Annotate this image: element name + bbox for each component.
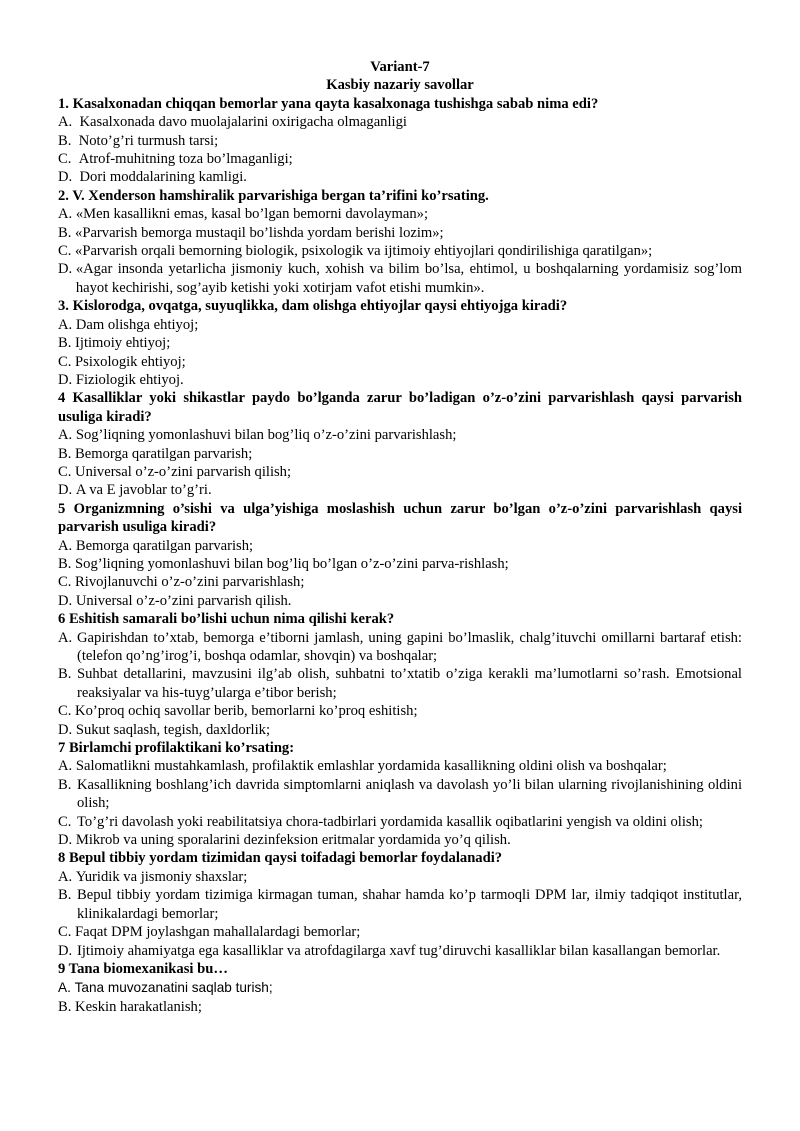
answer-option bbox=[58, 205, 742, 223]
option-text: Bemorga qaratilgan parvarish; bbox=[75, 537, 254, 554]
answer-option bbox=[58, 371, 742, 389]
option-text: Yuridik va jismoniy shaxslar; bbox=[75, 868, 248, 885]
option-text: Psixologik ehtiyoj; bbox=[75, 353, 186, 370]
option-letter: D. bbox=[58, 592, 76, 609]
option-letter: B. bbox=[58, 132, 79, 149]
option-text: Salomatlikni mustahkamlash, profilaktik emlashlar yordamida kasallikning oldini olish va boshqalar; bbox=[75, 758, 667, 775]
answer-option bbox=[58, 481, 742, 499]
option-text: Kasallikning boshlang’ich davrida simptomlarni aniqlash va davolash yo’li bilan ularning rivojlanishining oldini olish; bbox=[77, 776, 742, 812]
question-list bbox=[58, 95, 742, 1017]
option-text: Atrof-muhitning toza bo’lmaganligi; bbox=[78, 151, 293, 168]
option-letter: C. bbox=[58, 813, 72, 830]
option-text: Tana muvozanatini saqlab turish; bbox=[74, 980, 273, 996]
option-letter: B. bbox=[58, 887, 72, 904]
option-letter: A. bbox=[58, 980, 75, 996]
option-text: Suhbat detallarini, mavzusini ilg’ab olish, suhbatni to’xtatib o’ziga kerakli ma’lumotlarni so’rash. Emotsional reaksiyalar va his-tuyg’ularga e’tibor berish; bbox=[77, 666, 742, 701]
document-page bbox=[58, 58, 742, 1017]
answer-option bbox=[58, 150, 742, 168]
option-letter: A. bbox=[58, 427, 76, 444]
question-5: 5 Organizmning o’sishi va ulga’yishiga moslashish uchun zarur bo’lgan o’z-o’zini parvarishlash qaysi parvarish usuliga kiradi? bbox=[58, 500, 742, 536]
question-7: 7 Birlamchi profilaktikani ko’rsating: bbox=[58, 740, 295, 757]
option-letter: A. bbox=[58, 316, 76, 333]
option-letter: D. bbox=[58, 169, 80, 186]
answer-option bbox=[58, 757, 742, 775]
answer-option bbox=[58, 978, 742, 998]
option-letter: C. bbox=[58, 574, 76, 591]
option-text: Kasalxonada davo muolajalarini oxirigacha olmaganligi bbox=[79, 114, 407, 131]
option-letter: B. bbox=[58, 335, 76, 352]
answer-option bbox=[58, 334, 742, 352]
option-text: Ijtimoiy ahamiyatga ega kasalliklar va atrofdagilarga xavf tug’diruvchi kasalliklar bilan kasallangan bemorlar. bbox=[77, 942, 721, 959]
answer-option bbox=[58, 886, 742, 923]
option-text: Bepul tibbiy yordam tizimiga kirmagan tuman, shahar hamda ko’p tarmoqli DPM lar, ilmiy tadqiqot institutlar, klinikalardagi bemorlar; bbox=[77, 887, 742, 922]
option-letter: D. bbox=[58, 371, 76, 388]
option-letter: C. bbox=[58, 703, 76, 720]
question-6: 6 Eshitish samarali bo’lishi uchun nima qilishi kerak? bbox=[58, 611, 395, 628]
option-text: «Agar insonda yetarlicha jismoniy kuch, xohish va bilim bo’lsa, ehtimol, u boshqalarning yordamisiz sog’lom hayot kechirishi, sog’ayib ketishi yoki xotirjam vafot etishi mumkin». bbox=[75, 261, 742, 296]
option-text: Bemorga qaratilgan parvarish; bbox=[75, 445, 253, 462]
option-letter: D. bbox=[58, 261, 76, 278]
section-subtitle: Kasbiy nazariy savollar bbox=[326, 77, 474, 94]
answer-option bbox=[58, 923, 742, 941]
option-letter: C. bbox=[58, 151, 79, 168]
option-text: To’g’ri davolash yoki reabilitatsiya chora-tadbirlari yordamida kasallik oqibatlarini yengish va oldini olish; bbox=[77, 813, 703, 830]
option-letter: B. bbox=[58, 445, 76, 462]
option-letter: A. bbox=[58, 537, 76, 554]
option-text: Universal o’z-o’zini parvarish qilish. bbox=[75, 592, 292, 609]
answer-option bbox=[58, 831, 742, 849]
option-letter: A. bbox=[58, 206, 76, 223]
answer-option bbox=[58, 537, 742, 555]
question-8: 8 Bepul tibbiy yordam tizimidan qaysi toifadagi bemorlar foydalanadi? bbox=[58, 850, 503, 867]
option-letter: D. bbox=[58, 482, 76, 499]
answer-option bbox=[58, 776, 742, 813]
option-text: Faqat DPM joylashgan mahallalardagi bemorlar; bbox=[75, 924, 361, 941]
option-letter: A. bbox=[58, 868, 76, 885]
option-letter: D. bbox=[58, 942, 73, 959]
answer-option bbox=[58, 445, 742, 463]
answer-option bbox=[58, 132, 742, 150]
option-letter: C. bbox=[58, 924, 76, 941]
answer-option bbox=[58, 168, 742, 186]
variant-title: Variant-7 bbox=[370, 59, 430, 75]
question-9: 9 Tana biomexanikasi bu… bbox=[58, 960, 228, 977]
option-text: «Parvarish orqali bemorning biologik, psixologik va ijtimoiy ehtiyojlari qondirilishiga qaratilgan»; bbox=[75, 243, 653, 260]
answer-option bbox=[58, 242, 742, 260]
option-text: Sog’liqning yomonlashuvi bilan bog’liq o’z-o’zini parvarishlash; bbox=[75, 427, 457, 444]
option-text: A va E javoblar to’g’ri. bbox=[75, 482, 212, 499]
option-letter: B. bbox=[58, 776, 72, 793]
answer-option bbox=[58, 868, 742, 886]
answer-option bbox=[58, 113, 742, 131]
option-letter: C. bbox=[58, 243, 76, 260]
option-text: Fiziologik ehtiyoj. bbox=[75, 371, 184, 388]
answer-option bbox=[58, 353, 742, 371]
answer-option bbox=[58, 813, 742, 831]
option-letter: B. bbox=[58, 999, 76, 1016]
option-text: Ko’proq ochiq savollar berib, bemorlarni ko’proq eshitish; bbox=[75, 703, 418, 720]
option-text: Ijtimoiy ehtiyoj; bbox=[75, 335, 171, 352]
answer-option bbox=[58, 629, 742, 666]
option-text: Mikrob va uning sporalarini dezinfeksion eritmalar yordamida yo’q qilish. bbox=[75, 832, 511, 849]
answer-option bbox=[58, 721, 742, 739]
option-letter: C. bbox=[58, 353, 76, 370]
option-letter: A. bbox=[58, 114, 80, 131]
option-text: Dam olishga ehtiyoj; bbox=[75, 316, 199, 333]
option-text: Dori moddalarining kamligi. bbox=[79, 169, 247, 186]
answer-option bbox=[58, 998, 742, 1016]
answer-option bbox=[58, 260, 742, 297]
answer-option bbox=[58, 665, 742, 702]
option-text: Noto’g’ri turmush tarsi; bbox=[78, 132, 219, 149]
option-letter: A. bbox=[58, 758, 76, 775]
answer-option bbox=[58, 942, 742, 960]
option-letter: B. bbox=[58, 666, 72, 683]
question-2: 2. V. Xenderson hamshiralik parvarishiga bergan ta’rifini ko’rsating. bbox=[58, 187, 489, 204]
option-text: Keskin harakatlanish; bbox=[75, 999, 202, 1016]
option-text: «Men kasallikni emas, kasal bo’lgan bemorni davolayman»; bbox=[75, 206, 429, 223]
option-text: «Parvarish bemorga mustaqil bo’lishda yordam berishi lozim»; bbox=[75, 224, 444, 241]
option-text: Sukut saqlash, tegish, daxldorlik; bbox=[75, 721, 271, 738]
answer-option bbox=[58, 463, 742, 481]
option-text: Sog’liqning yomonlashuvi bilan bog’liq bo’lgan o’z-o’zini parva-rishlash; bbox=[75, 555, 509, 572]
answer-option bbox=[58, 592, 742, 610]
option-letter: C. bbox=[58, 463, 76, 480]
option-text: Rivojlanuvchi o’z-o’zini parvarishlash; bbox=[75, 574, 305, 591]
question-4: 4 Kasalliklar yoki shikastlar paydo bo’lganda zarur bo’ladigan o’z-o’zini parvarishlash qaysi parvarish usuliga kiradi? bbox=[58, 390, 742, 425]
option-letter: A. bbox=[58, 629, 73, 646]
option-letter: B. bbox=[58, 224, 76, 241]
answer-option bbox=[58, 224, 742, 242]
option-text: Gapirishdan to’xtab, bemorga e’tiborni jamlash, uning gapini bo’lmaslik, chalg’ituvchi omillarni bartaraf etish: (telefon qo’ng’irog’i, boshqa odamlar, shovqin) va boshqalar; bbox=[77, 629, 742, 664]
option-letter: B. bbox=[58, 555, 76, 572]
answer-option bbox=[58, 316, 742, 334]
option-text: Universal o’z-o’zini parvarish qilish; bbox=[75, 463, 292, 480]
question-1: 1. Kasalxonadan chiqqan bemorlar yana qayta kasalxonaga tushishga sabab nima edi? bbox=[58, 95, 599, 112]
answer-option bbox=[58, 573, 742, 591]
answer-option bbox=[58, 702, 742, 720]
answer-option bbox=[58, 426, 742, 444]
question-3: 3. Kislorodga, ovqatga, suyuqlikka, dam olishga ehtiyojlar qaysi ehtiyojga kiradi? bbox=[58, 298, 568, 315]
option-letter: D. bbox=[58, 721, 76, 738]
option-letter: D. bbox=[58, 832, 76, 849]
answer-option bbox=[58, 555, 742, 573]
